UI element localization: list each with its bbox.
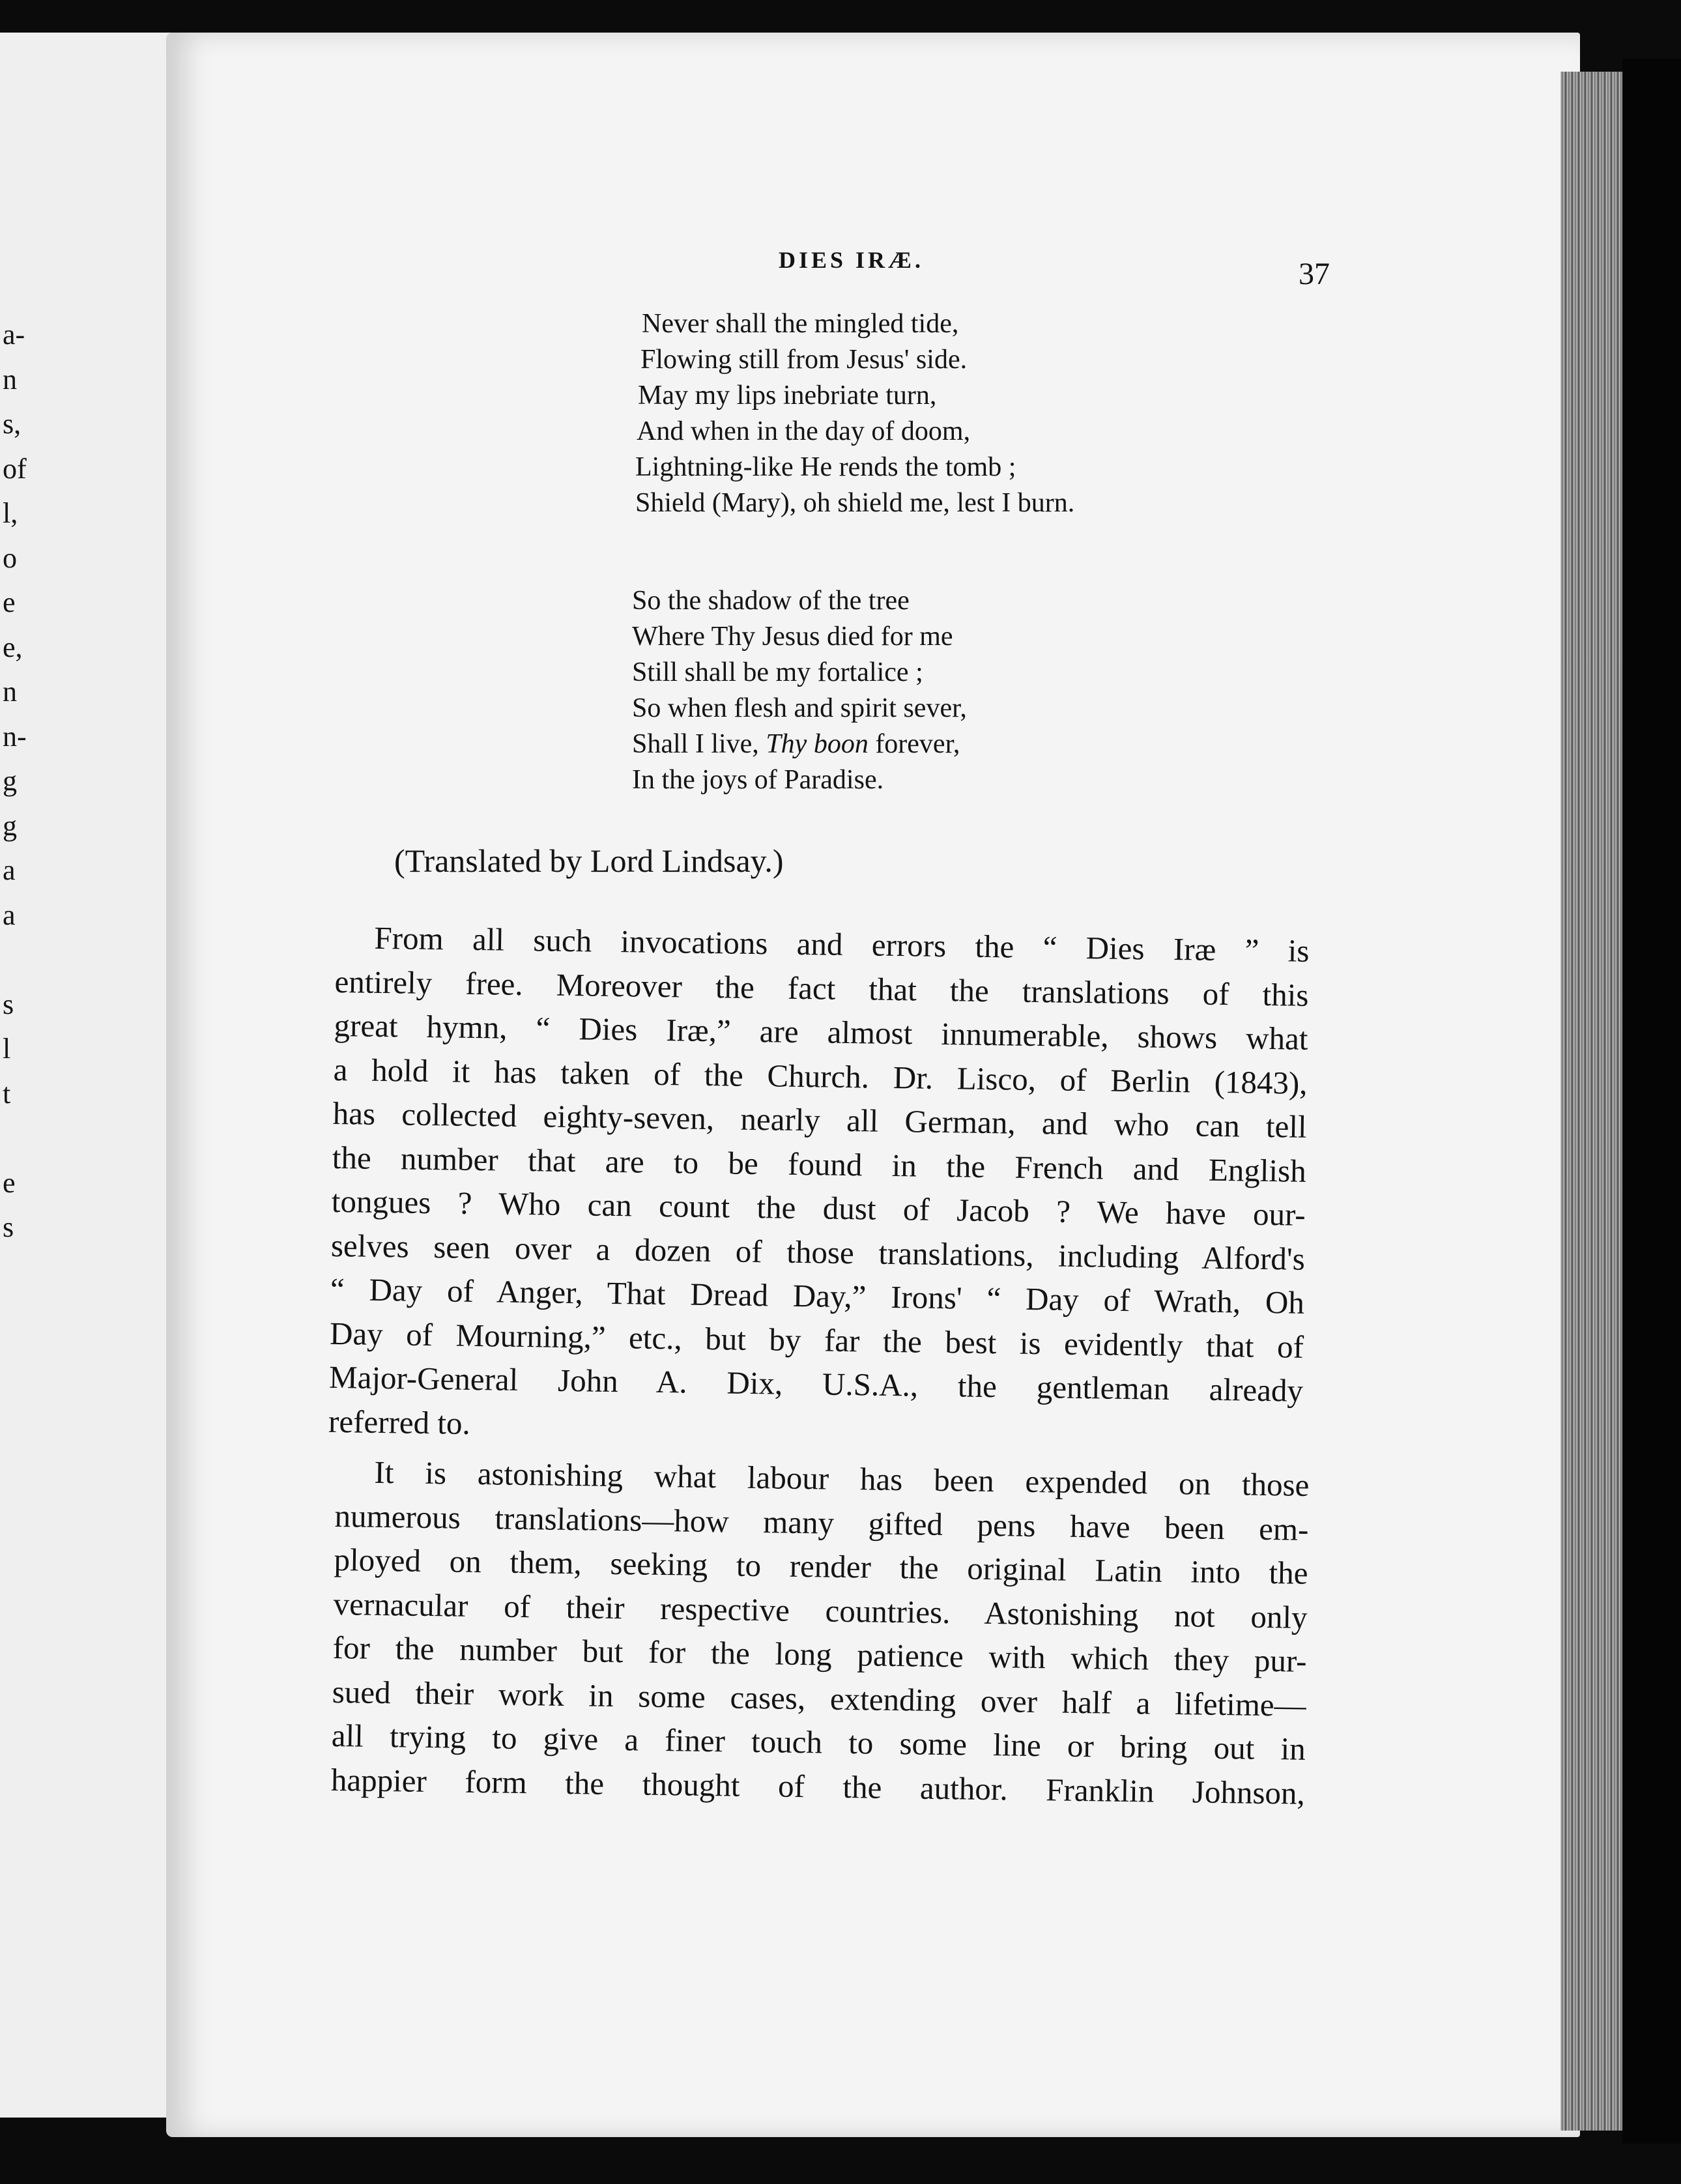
poem-line-start: Shall I live, xyxy=(632,729,766,759)
text-line: referred to. xyxy=(328,1403,471,1441)
fragment: n- xyxy=(3,720,27,753)
poem-line xyxy=(632,726,967,762)
poem-line: May my lips inebriate turn, xyxy=(638,381,937,410)
text-line: happier form the thought of the author. Franklin Johnson, xyxy=(330,1761,1306,1811)
text-line: has collected eighty-seven, nearly all German, and who can tell xyxy=(332,1095,1308,1145)
fragment: t xyxy=(3,1077,11,1110)
poem-italic-phrase: Thy boon xyxy=(766,729,869,759)
facing-page-fragments xyxy=(3,313,42,1250)
text-line: sued their work in some cases, extending over half a lifetime— xyxy=(332,1673,1307,1723)
fragment: a xyxy=(3,854,16,886)
fragment: e xyxy=(3,586,16,618)
page-number: 37 xyxy=(1299,257,1330,291)
fragment: g xyxy=(3,809,17,842)
text-line: From all such invocations and errors the “ Dies Iræ ” is xyxy=(374,919,1310,969)
page-edges xyxy=(1560,72,1626,2131)
fragment: n xyxy=(3,363,17,395)
poem-stanza-1 xyxy=(635,306,1074,521)
text-line: the number that are to be found in the French and English xyxy=(332,1139,1307,1189)
fragment: l, xyxy=(3,497,18,529)
text-line: ployed on them, seeking to render the original Latin into the xyxy=(334,1541,1308,1591)
fragment xyxy=(3,1116,42,1161)
poem-line: Lightning-like He rends the tomb ; xyxy=(635,452,1016,482)
text-line: great hymn, “ Dies Iræ,” are almost innumerable, shows what xyxy=(334,1007,1308,1057)
facing-page xyxy=(0,33,186,2118)
fragment: s, xyxy=(3,408,22,440)
poem-stanza-2 xyxy=(632,583,967,798)
fragment: e, xyxy=(3,631,23,663)
fragment: g xyxy=(3,765,17,797)
text-line: vernacular of their respective countries. Astonishing not only xyxy=(333,1585,1308,1635)
poem-line: Never shall the mingled tide, xyxy=(642,309,959,339)
fragment: l xyxy=(3,1033,11,1065)
translator-attribution: (Translated by Lord Lindsay.) xyxy=(394,842,784,879)
fragment: a- xyxy=(3,319,25,351)
text-line: a hold it has taken of the Church. Dr. Lisco, of Berlin (1843), xyxy=(333,1051,1308,1101)
text-line: tongues ? Who can count the dust of Jacob ? We have our- xyxy=(331,1183,1306,1233)
text-line: entirely free. Moreover the fact that the translations of this xyxy=(334,963,1309,1013)
poem-line: Where Thy Jesus died for me xyxy=(632,622,953,652)
poem-line: So when flesh and spirit sever, xyxy=(632,693,967,723)
fragment xyxy=(3,938,42,983)
fragment: e xyxy=(3,1166,16,1199)
text-line: “ Day of Anger, That Dread Day,” Irons' “ Day of Wrath, Oh xyxy=(330,1271,1305,1321)
fragment: s xyxy=(3,1211,14,1243)
poem-line: Flowing still from Jesus' side. xyxy=(640,345,968,375)
poem-line-end: forever, xyxy=(868,729,960,759)
poem-line: And when in the day of doom, xyxy=(637,416,971,446)
poem-line: In the joys of Paradise. xyxy=(632,765,884,795)
text-line: Day of Mourning,” etc., but by far the best is evidently that of xyxy=(329,1315,1304,1365)
poem-line: Shield (Mary), oh shield me, lest I burn. xyxy=(635,488,1075,518)
paragraph-1 xyxy=(328,915,1310,1457)
background-edge xyxy=(1622,59,1681,2144)
poem-line: Still shall be my fortalice ; xyxy=(632,657,923,687)
running-header: DIES IRÆ. xyxy=(779,247,925,273)
text-line: all trying to give a finer touch to some line or bring out in xyxy=(331,1717,1306,1767)
fragment: a xyxy=(3,898,16,931)
fragment: n xyxy=(3,676,17,708)
fragment: o xyxy=(3,541,17,574)
text-line: numerous translations—how many gifted pens have been em- xyxy=(334,1497,1309,1547)
fragment: of xyxy=(3,452,27,485)
text-line: Major-General John A. Dix, U.S.A., the gentleman already xyxy=(328,1358,1304,1409)
poem-line: So the shadow of the tree xyxy=(632,586,910,616)
text-line: It is astonishing what labour has been expended on those xyxy=(374,1454,1310,1503)
text-line: selves seen over a dozen of those translations, including Alford's xyxy=(330,1227,1306,1277)
paragraph-2 xyxy=(330,1450,1309,1815)
text-line: for the number but for the long patience with which they pur- xyxy=(332,1629,1308,1679)
fragment: s xyxy=(3,988,14,1020)
